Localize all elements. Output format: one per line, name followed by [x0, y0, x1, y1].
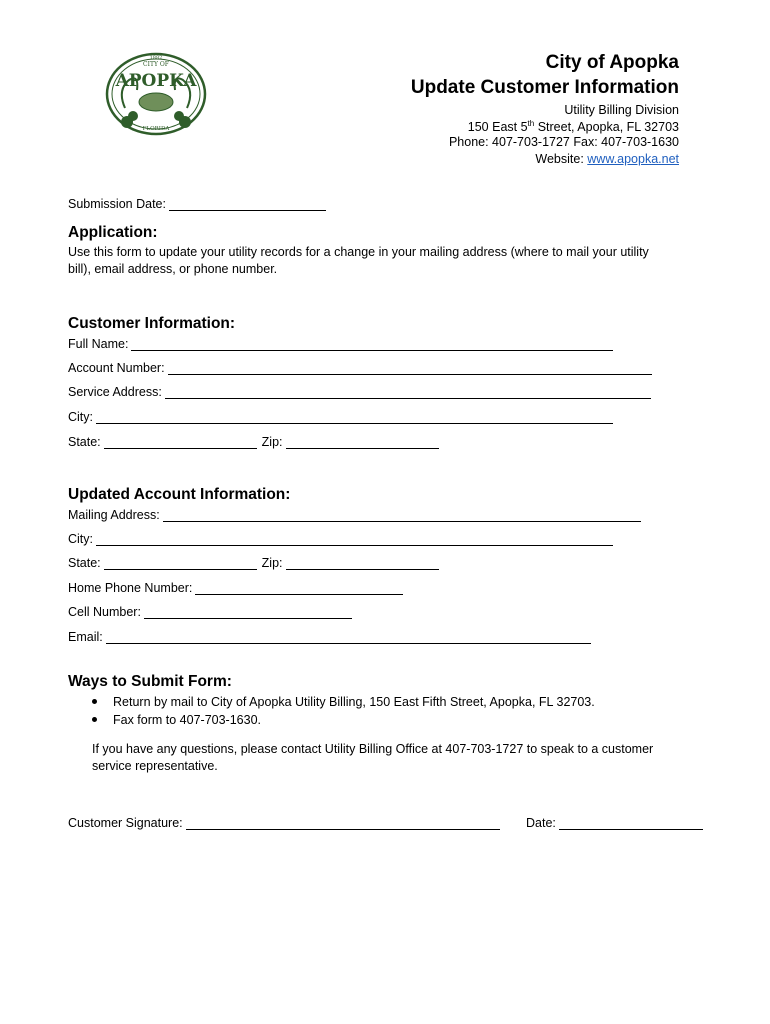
service-address-field[interactable] — [68, 385, 651, 399]
mailing-address-field[interactable] — [68, 508, 641, 522]
account-number-field[interactable] — [68, 361, 652, 375]
questions-note-line: service representative. — [92, 759, 218, 773]
signature-date-label: Date: — [526, 816, 556, 830]
submit-method-list-item — [92, 713, 261, 727]
submit-method-text: Return by mail to City of Apopka Utility Billing, 150 East Fifth Street, Apopka, FL 32703. — [113, 695, 595, 709]
state-line[interactable] — [104, 437, 257, 449]
new-zip-line[interactable] — [286, 558, 439, 570]
email-field[interactable] — [68, 630, 591, 644]
full-name-field[interactable] — [68, 337, 613, 351]
signature-date-field[interactable] — [526, 816, 703, 830]
updated-info-heading: Updated Account Information: — [68, 486, 291, 503]
division-name: Utility Billing Division — [564, 103, 679, 117]
new-city-label: City: — [68, 532, 93, 546]
application-text-line: bill), email address, or phone number. — [68, 262, 278, 276]
state-label: State: — [68, 435, 101, 449]
mailing-address-label: Mailing Address: — [68, 508, 160, 522]
ways-to-submit-heading: Ways to Submit Form: — [68, 673, 232, 690]
new-city-field[interactable] — [68, 532, 613, 546]
form-title: Update Customer Information — [410, 77, 679, 98]
application-heading: Application: — [68, 224, 158, 241]
customer-signature-field[interactable] — [68, 816, 500, 830]
submission-date-line[interactable] — [169, 199, 326, 211]
customer-info-heading: Customer Information: — [68, 315, 236, 332]
mailing-address-line[interactable] — [163, 510, 641, 522]
website — [535, 152, 679, 166]
zip-line[interactable] — [286, 437, 439, 449]
full-name-label: Full Name: — [68, 337, 129, 351]
website-link[interactable]: www.apopka.net — [587, 152, 679, 166]
bullet-icon — [92, 717, 97, 722]
customer-signature-label: Customer Signature: — [68, 816, 183, 830]
address-text: 150 East 5 — [467, 120, 528, 135]
service-address-label: Service Address: — [68, 385, 162, 399]
signature-date-line[interactable] — [559, 818, 703, 830]
svg-text:1882: 1882 — [149, 55, 163, 61]
zip-label: Zip: — [261, 435, 283, 449]
application-text — [68, 244, 728, 278]
account-number-label: Account Number: — [68, 361, 165, 375]
cell-number-label: Cell Number: — [68, 605, 141, 619]
svg-text:APOPKA: APOPKA — [115, 71, 197, 91]
cell-number-line[interactable] — [144, 607, 352, 619]
questions-note — [92, 741, 732, 775]
service-address-line[interactable] — [165, 387, 651, 399]
address-text-rest: Street, Apopka, FL 32703 — [534, 120, 679, 135]
svg-text:FLORIDA: FLORIDA — [142, 126, 170, 132]
new-state-line[interactable] — [104, 558, 257, 570]
city-line[interactable] — [96, 412, 613, 424]
home-phone-field[interactable] — [68, 581, 403, 595]
city-seal-logo — [103, 50, 209, 138]
cell-number-field[interactable] — [68, 605, 352, 619]
svg-text:CITY OF: CITY OF — [143, 61, 169, 68]
city-field[interactable] — [68, 410, 613, 424]
phone-fax: Phone: 407-703-1727 Fax: 407-703-1630 — [448, 135, 679, 149]
submit-method-list-item — [92, 695, 595, 709]
city-seal-graphic — [103, 50, 209, 138]
submit-method-text: Fax form to 407-703-1630. — [113, 713, 261, 727]
submission-date-field[interactable] — [68, 197, 326, 211]
new-state-zip-field[interactable] — [68, 556, 439, 570]
org-title: City of Apopka — [545, 52, 679, 73]
application-text-line: Use this form to update your utility records for a change in your mailing address (where to mail your utility — [68, 245, 649, 259]
bullet-icon — [92, 699, 97, 704]
new-zip-label: Zip: — [261, 556, 283, 570]
home-phone-line[interactable] — [195, 583, 403, 595]
customer-signature-line[interactable] — [186, 818, 500, 830]
submission-date-label: Submission Date: — [68, 197, 166, 211]
city-label: City: — [68, 410, 93, 424]
new-city-line[interactable] — [96, 534, 613, 546]
email-line[interactable] — [106, 632, 591, 644]
new-state-label: State: — [68, 556, 101, 570]
questions-note-line: If you have any questions, please contact Utility Billing Office at 407-703-1727 to speak to a customer — [92, 742, 654, 756]
account-number-line[interactable] — [168, 363, 652, 375]
email-label: Email: — [68, 630, 103, 644]
home-phone-label: Home Phone Number: — [68, 581, 193, 595]
address-superscript: th — [527, 119, 535, 128]
state-zip-field[interactable] — [68, 435, 439, 449]
full-name-line[interactable] — [131, 339, 613, 351]
website-label: Website: — [535, 152, 588, 166]
office-address — [468, 119, 679, 134]
